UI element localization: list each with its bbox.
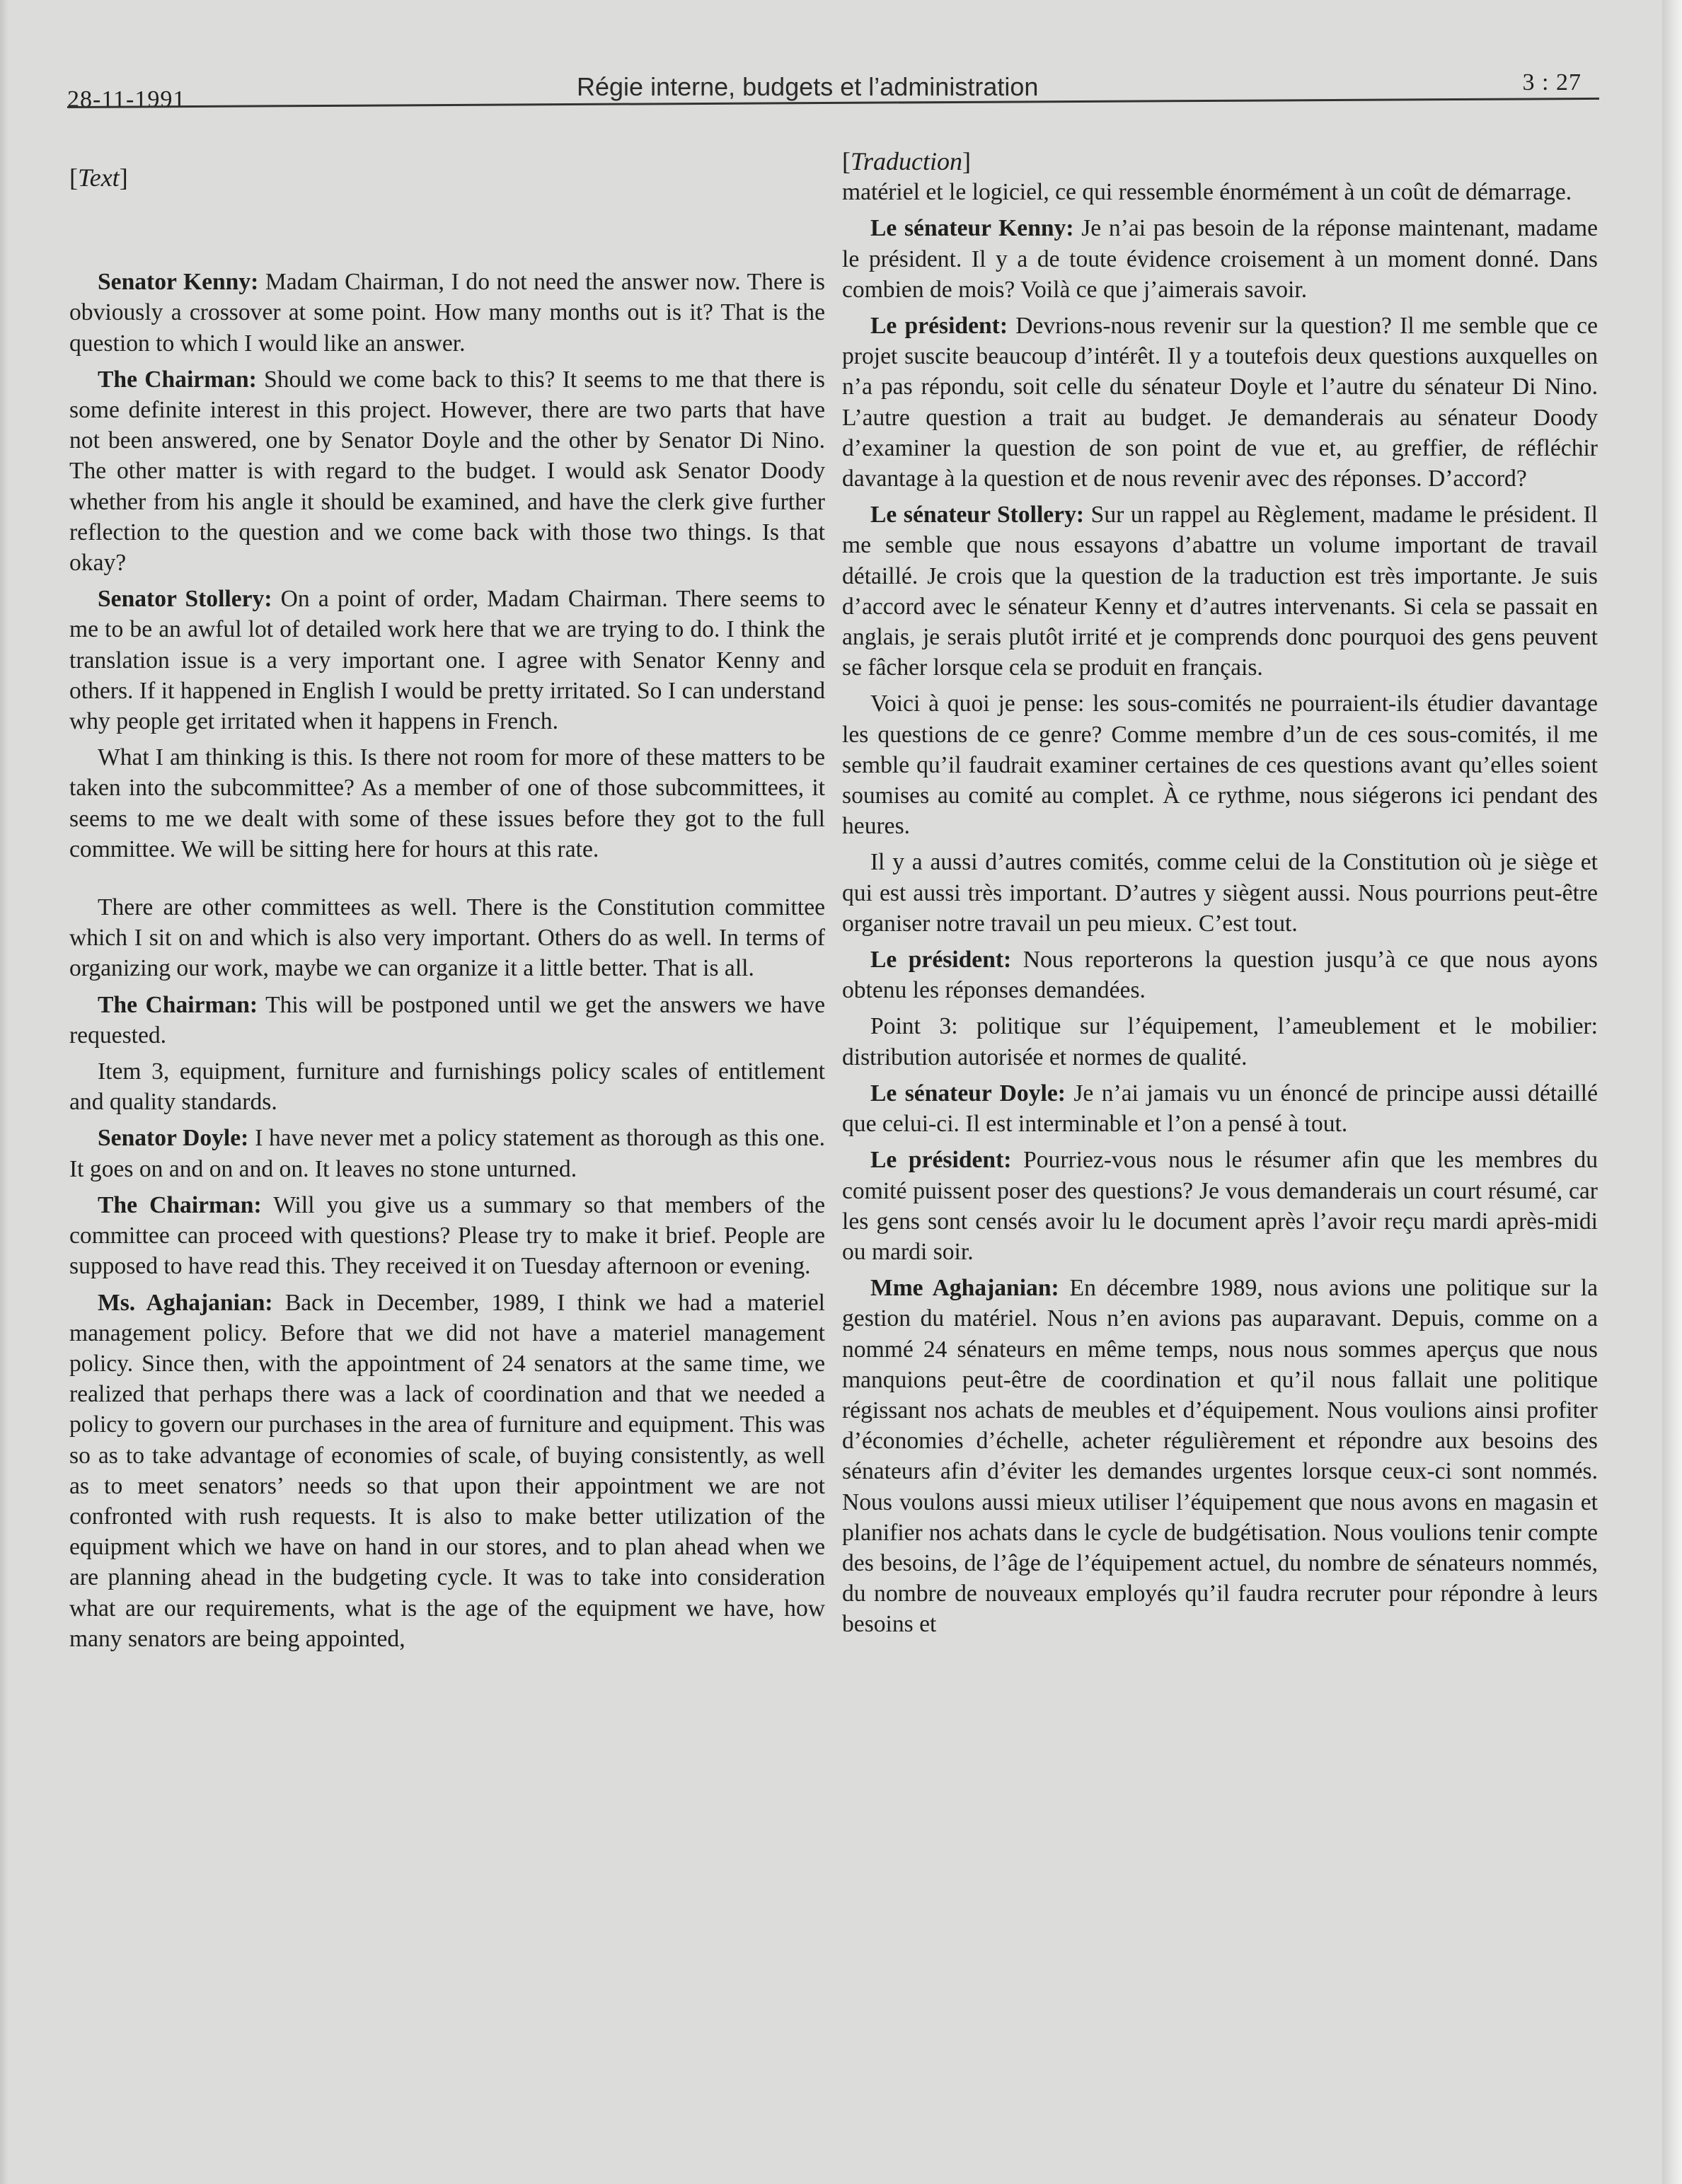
paragraph (69, 1123, 825, 1184)
paragraph (69, 584, 825, 736)
paragraph-text: Sur un rappel au Règlement, madame le président. Il me semble que nous essayons d’abattre un volume important de travail détaillé. Je crois que la question de la traduction est très importante. Je suis d’accord avec le sénateur Kenny et d’autres intervenants. Si cela se passait en anglais, je serais plutôt irrité et je comprends donc pourquoi des gens peuvent se fâcher lorsque cela se produit en français. (842, 502, 1598, 681)
paragraph-text: Will you give us a summary so that members of the committee can proceed with questions? Please try to make it brief. People are supposed to have read this. They received it on Tuesday afternoon or evening. (69, 1191, 825, 1280)
paragraph (842, 213, 1598, 305)
paragraph (69, 1288, 825, 1654)
paragraph-text: Should we come back to this? It seems to me that there is some definite interest in this project. However, there are two parts that have not been answered, one by Senator Doyle and the other by Senator Di Nino. The other matter is with regard to the budget. I would ask Senator Doody whether from his angle it should be examined, and have the clerk give further reflection to the question and we come back with those two things. Is that okay? (69, 366, 825, 577)
speaker-label: Ms. Aghajanian: (98, 1289, 273, 1316)
speaker-label: Le président: (870, 947, 1012, 973)
page-edge-highlight (1662, 0, 1682, 2184)
section-tag-text: [Text] (69, 163, 128, 192)
paragraph (842, 944, 1598, 1005)
paragraph (842, 1078, 1598, 1139)
paragraph-text: Madam Chairman, I do not need the answer now. There is obviously a crossover at some point. How many months out is it? That is the question to which I would like an answer. (69, 269, 825, 357)
paragraph (69, 364, 825, 578)
paragraph (842, 1145, 1598, 1267)
speaker-label: Senator Stollery: (98, 586, 272, 613)
page-edge-shadow (0, 0, 8, 2184)
english-column (69, 163, 825, 1660)
paragraph-text: I have never met a policy statement as thorough as this one. It goes on and on and on. It leaves no stone unturned. (69, 1125, 825, 1182)
speaker-label: Le président: (870, 313, 1008, 340)
speaker-label: Le sénateur Kenny: (870, 215, 1074, 242)
speaker-label: Senator Doyle: (98, 1125, 249, 1152)
paragraph: Item 3, equipment, furniture and furnishings policy scales of entitlement and quality standards. (69, 1058, 825, 1116)
speaker-label: Le sénateur Stollery: (870, 502, 1085, 528)
paragraph: matériel et le logiciel, ce qui ressemble énormément à un coût de démarrage. (842, 179, 1572, 206)
paragraph (69, 267, 825, 359)
speaker-label: Senator Kenny: (98, 269, 259, 296)
running-header (67, 65, 1582, 112)
paragraph (842, 1273, 1598, 1639)
header-page-number: 3 : 27 (1522, 69, 1582, 96)
paragraph (69, 1190, 825, 1282)
header-title: Régie interne, budgets et l’administration (577, 72, 1039, 101)
paragraph (842, 499, 1598, 683)
paragraph-text: On a point of order, Madam Chairman. There seems to me to be an awful lot of detailed work here that we are trying to do. I think the translation issue is a very important one. I agree with Senator Kenny and others. If it happened in English I would be pretty irritated. So I can understand why people get irritated when it happens in French. (69, 586, 825, 735)
header-date: 28-11-1991 (67, 86, 186, 112)
paragraph: Voici à quoi je pense: les sous-comités ne pourraient-ils étudier davantage les questions de ce genre? Comme membre d’un de ces sous-comités, il me semble qu’il faudrait examiner certaines de ces questions avant qu’elles soient soumises au comité au complet. À ce rythme, nous siégerons ici pendant des heures. (842, 691, 1598, 840)
speaker-label: The Chairman: (98, 1191, 262, 1218)
paragraph: Il y a aussi d’autres comités, comme celui de la Constitution où je siège et qui est aussi très important. D’autres y siègent aussi. Nous pourrions peut-être organiser notre travail un peu mieux. C’est tout. (842, 849, 1598, 937)
paragraph-text: Nous reporterons la question jusqu’à ce que nous ayons obtenu les réponses demandées. (842, 947, 1598, 1004)
speaker-label: Le sénateur Doyle: (870, 1080, 1066, 1107)
section-tag-traduction: [Traduction] (842, 147, 972, 175)
paragraph-text: Je n’ai pas besoin de la réponse maintenant, madame le président. Il y a de toute évidence croisement à un moment donné. Dans combien de mois? Voilà ce que j’aimerais savoir. (842, 215, 1598, 303)
paragraph (69, 990, 825, 1051)
speaker-label: The Chairman: (98, 991, 258, 1018)
paragraph (842, 311, 1598, 494)
paragraph: Point 3: politique sur l’équipement, l’ameublement et le mobilier: distribution autorisée et normes de qualité. (842, 1013, 1598, 1070)
paragraph-text: Je n’ai jamais vu un énoncé de principe aussi détaillé que celui-ci. Il est interminable et l’on a pensé à tout. (842, 1080, 1598, 1138)
paragraph-text: This will be postponed until we get the answers we have requested. (69, 991, 825, 1048)
paragraph: There are other committees as well. There is the Constitution committee which I sit on and which is also very important. Others do as well. In terms of organizing our work, maybe we can organize it a little better. That is all. (69, 894, 825, 982)
paragraph: What I am thinking is this. Is there not room for more of these matters to be taken into the subcommittee? As a member of one of those subcommittees, it seems to me we dealt with some of these issues before they got to the full committee. We will be sitting here for hours at this rate. (69, 744, 825, 862)
paragraph-text: Back in December, 1989, I think we had a materiel management policy. Before that we did not have a materiel management policy. Since then, with the appointment of 24 senators at the same time, we realized that perhaps there was a lack of coordination and that we needed a policy to govern our purchases in the area of furniture and equipment. This was so as to take advantage of economies of scale, of buying consistently, as well as to meet senators’ needs so that upon their appointment we are not confronted with rush requests. It is also to make better utilization of the equipment which we have on hand in our stores, and to plan ahead when we are planning ahead in the budgeting cycle. It was to take into consideration what are our requirements, what is the age of the equipment we have, how many senators are being appointed, (69, 1289, 825, 1652)
paragraph-text: Devrions-nous revenir sur la question? Il me semble que ce projet suscite beaucoup d’intérêt. Il y a toutefois deux questions auxquelles on n’a pas répondu, soit celle du sénateur Doyle et l’autre du sénateur Di Nino. L’autre question a trait au budget. Je demanderais au sénateur Doody d’examiner la question de son point de vue et, au greffier, de réfléchir davantage à la question et de nous revenir avec des réponses. D’accord? (842, 313, 1598, 492)
paragraph-text: Pourriez-vous nous le résumer afin que les membres du comité puissent poser des questions? Je vous demanderais un court résumé, car les gens sont censés avoir lu le document après l’avoir reçu mardi après-midi ou mardi soir. (842, 1147, 1598, 1265)
french-column (842, 146, 1598, 1646)
paragraph-text: En décembre 1989, nous avions une politique sur la gestion du matériel. Nous n’en avions pas auparavant. Depuis, comme on a nommé 24 sénateurs en même temps, nous nous sommes aperçus que nous manquions peut-être de coordination et qu’il nous fallait une politique régissant nos achats de meubles et d’équipement. Nous voulions ainsi profiter d’économies d’échelle, acheter régulièrement et répondre aux besoins des sénateurs afin d’éviter les demandes urgentes lorsque ceux-ci sont nommés. Nous voulons aussi mieux utiliser l’équipement que nous avons en magasin et planifier nos achats dans le cycle de budgétisation. Nous voulions tenir compte des besoins, de l’âge de l’équipement actuel, du nombre de sénateurs nommés, du nombre de nouveaux employés qu’il faudra recruter pour répondre à leurs besoins et (842, 1275, 1599, 1638)
speaker-label: Le président: (870, 1147, 1012, 1174)
speaker-label: Mme Aghajanian: (870, 1275, 1059, 1302)
speaker-label: The Chairman: (98, 366, 257, 393)
